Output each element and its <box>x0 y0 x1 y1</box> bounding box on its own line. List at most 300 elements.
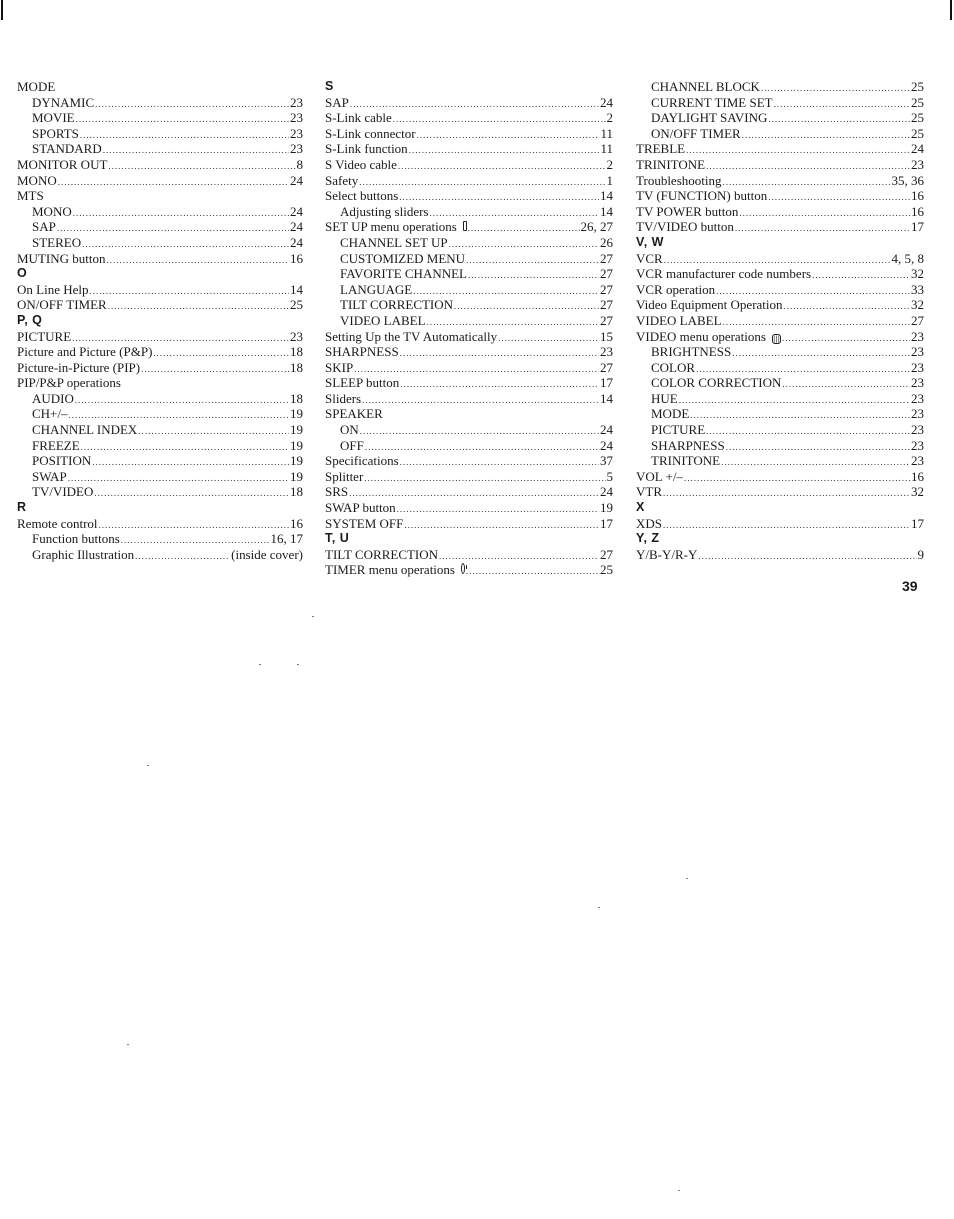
index-page-ref: 25 <box>911 110 924 126</box>
index-term: DAYLIGHT SAVING <box>651 110 768 126</box>
timer-menu-icon <box>461 563 465 574</box>
index-term: Picture and Picture (P&P) <box>17 344 153 360</box>
index-term: CHANNEL INDEX <box>32 422 138 438</box>
index-term: Picture-in-Picture (PIP) <box>17 359 141 375</box>
index-entry-picture-in-picture-pip <box>17 360 303 376</box>
index-entry-position <box>17 453 303 469</box>
index-term: Remote control <box>17 515 98 531</box>
index-page-ref: 24 <box>290 234 303 250</box>
index-entry-color-correction <box>636 375 924 391</box>
scan-edge-mark-left <box>1 0 3 20</box>
index-page-ref: 17 <box>600 515 613 531</box>
index-page-ref: 4, 5, 8 <box>891 250 924 266</box>
index-page-ref: 25 <box>911 125 924 141</box>
dot-leader <box>108 299 289 315</box>
dot-leader <box>76 112 289 128</box>
index-page-ref: 26 <box>600 234 613 250</box>
index-page-ref: 25 <box>290 297 303 313</box>
index-term: MONITOR OUT <box>17 156 108 172</box>
dot-leader <box>698 549 916 565</box>
index-page-ref: 1 <box>606 172 613 188</box>
index-term: TILT CORRECTION <box>325 546 439 562</box>
index-entry-sleep-button <box>325 375 613 391</box>
dot-leader <box>466 564 599 580</box>
dot-leader <box>99 518 289 534</box>
index-term: CUSTOMIZED MENU <box>340 250 466 266</box>
index-letter-heading: S <box>325 79 334 93</box>
index-term: Splitter <box>325 468 364 484</box>
scan-speck <box>297 664 299 665</box>
index-page-ref: 14 <box>600 203 613 219</box>
dot-leader <box>466 253 599 269</box>
index-term: SHARPNESS <box>325 344 399 360</box>
index-entry-current-time-set <box>636 95 924 111</box>
index-term: VCR manufacturer code numbers <box>636 266 812 282</box>
index-page-ref: 17 <box>600 375 613 391</box>
index-page-ref: 27 <box>600 297 613 313</box>
index-page-ref: 33 <box>911 281 924 297</box>
index-term: SLEEP button <box>325 375 400 391</box>
index-term: TRINITONE <box>636 156 706 172</box>
index-page-ref: 23 <box>911 406 924 422</box>
dot-leader <box>417 128 600 144</box>
index-term: VOL +/– <box>636 468 683 484</box>
dot-leader <box>663 486 910 502</box>
index-page-ref: 23 <box>911 453 924 469</box>
index-term: Graphic Illustration <box>32 546 135 562</box>
index-page-ref: 18 <box>290 484 303 500</box>
index-entry-channel-set-up <box>325 235 613 251</box>
dot-leader <box>399 190 599 206</box>
index-entry-pip-p-p-operations <box>17 375 303 391</box>
index-entry-dynamic <box>17 95 303 111</box>
dot-leader <box>774 97 910 113</box>
index-term: S-Link cable <box>325 110 392 126</box>
index-term: CHANNEL SET UP <box>340 234 448 250</box>
index-term: TILT CORRECTION <box>340 297 454 313</box>
dot-leader <box>362 393 599 409</box>
index-page-ref: 27 <box>600 266 613 282</box>
index-term: MONO <box>17 172 57 188</box>
index-page-ref: 19 <box>290 468 303 484</box>
index-entry-brightness <box>636 344 924 360</box>
index-page-ref: 23 <box>911 359 924 375</box>
dot-leader <box>768 112 910 128</box>
dot-leader <box>761 81 910 97</box>
index-page-ref: 24 <box>290 219 303 235</box>
index-term: MOVIE <box>32 110 75 126</box>
index-page-ref: (inside cover) <box>231 546 303 562</box>
index-term: POSITION <box>32 453 92 469</box>
index-entry-skip <box>325 360 613 376</box>
index-entry-mode <box>17 79 303 95</box>
index-entry-xds <box>636 516 924 532</box>
index-letter-heading: P, Q <box>17 312 43 327</box>
dot-leader <box>454 299 599 315</box>
index-entry-tv-video <box>17 484 303 500</box>
dot-leader <box>75 393 289 409</box>
index-entry-srs <box>325 484 613 500</box>
index-entry-movie <box>17 110 303 126</box>
index-column-2 <box>325 79 613 578</box>
index-entry-muting-button <box>17 251 303 267</box>
index-page-ref: 2 <box>606 156 613 172</box>
index-entry-timer-menu-operations <box>325 562 613 578</box>
index-term: CH+/– <box>32 406 68 422</box>
index-page-ref: 32 <box>911 266 924 282</box>
index-term: TREBLE <box>636 141 686 157</box>
index-page-ref: 16 <box>290 250 303 266</box>
dot-leader <box>108 159 295 175</box>
dot-leader <box>360 424 599 440</box>
index-term: SWAP <box>32 468 67 484</box>
scan-speck <box>686 878 688 879</box>
dot-leader <box>94 486 289 502</box>
dot-leader <box>400 377 599 393</box>
dot-leader <box>468 221 580 237</box>
index-entry-on-off-timer <box>17 297 303 313</box>
index-entry-tilt-correction <box>325 297 613 313</box>
dot-leader <box>742 128 910 144</box>
index-entry-splitter <box>325 469 613 485</box>
index-term: PICTURE <box>17 328 72 344</box>
index-entry-speaker <box>325 406 613 422</box>
index-page-ref: 23 <box>911 437 924 453</box>
dot-leader <box>400 346 599 362</box>
index-entry-swap <box>17 469 303 485</box>
index-term: FREEZE <box>32 437 80 453</box>
index-term: SPORTS <box>32 125 79 141</box>
index-entry-on-line-help <box>17 282 303 298</box>
dot-leader <box>439 549 599 565</box>
index-entry-swap-button <box>325 500 613 516</box>
index-letter-heading: O <box>17 266 28 281</box>
index-page-ref: 24 <box>600 422 613 438</box>
index-entry-adjusting-sliders <box>325 204 613 220</box>
index-page-ref: 16 <box>911 203 924 219</box>
index-term: SAP <box>32 219 56 235</box>
index-page-ref: 25 <box>600 562 613 578</box>
index-entry-sharpness <box>325 344 613 360</box>
dot-leader <box>732 346 910 362</box>
dot-leader <box>468 268 599 284</box>
dot-leader <box>404 518 599 534</box>
index-page-ref: 14 <box>600 390 613 406</box>
dot-leader <box>398 159 606 175</box>
index-entry-vcr-manufacturer-code-numbers <box>636 266 924 282</box>
index-term: Video Equipment Operation <box>636 297 783 313</box>
index-page-ref: 23 <box>290 328 303 344</box>
index-term: Setting Up the TV Automatically <box>325 328 498 344</box>
dot-leader <box>95 97 289 113</box>
index-term: VCR <box>636 250 663 266</box>
index-term: VIDEO menu operations <box>636 328 766 344</box>
index-term: TV/VIDEO <box>32 484 94 500</box>
dot-leader <box>686 143 910 159</box>
index-term: OFF <box>340 437 364 453</box>
dot-leader <box>721 455 910 471</box>
index-page-ref: 5 <box>606 468 613 484</box>
index-page-ref: 24 <box>911 141 924 157</box>
index-entry-on-off-timer <box>636 126 924 142</box>
index-term: SYSTEM OFF <box>325 515 404 531</box>
index-entry-hue <box>636 391 924 407</box>
dot-leader <box>106 253 289 269</box>
dot-leader <box>782 377 910 393</box>
dot-leader <box>498 331 599 347</box>
index-entry-mono <box>17 204 303 220</box>
index-entry-mts <box>17 188 303 204</box>
index-page-ref: 24 <box>290 172 303 188</box>
index-entry-troubleshooting <box>636 173 924 189</box>
index-term: TV POWER button <box>636 203 739 219</box>
dot-leader <box>449 237 599 253</box>
index-entry-freeze <box>17 438 303 454</box>
dot-leader <box>812 268 910 284</box>
index-page-ref: 23 <box>911 156 924 172</box>
index-entry-set-up-menu-operations <box>325 219 613 235</box>
index-term: ON <box>340 422 359 438</box>
index-entry-audio <box>17 391 303 407</box>
index-page-ref: 24 <box>600 94 613 110</box>
index-page-ref: 16 <box>911 188 924 204</box>
index-page-ref: 16 <box>290 515 303 531</box>
index-term: MTS <box>17 188 44 204</box>
index-term: Specifications <box>325 453 399 469</box>
dot-leader <box>365 440 599 456</box>
index-entry-remote-control <box>17 516 303 532</box>
dot-leader <box>706 159 910 175</box>
scan-speck <box>147 765 149 766</box>
index-entry-tv-power-button <box>636 204 924 220</box>
index-entry-system-off <box>325 516 613 532</box>
index-entry-graphic-illustration <box>17 547 303 563</box>
index-entry-off <box>325 438 613 454</box>
index-page-ref: 27 <box>600 250 613 266</box>
index-page-ref: 23 <box>911 328 924 344</box>
index-entry-select-buttons <box>325 188 613 204</box>
index-letter-heading: Y, Z <box>636 531 660 546</box>
index-term: TRINITONE <box>651 453 721 469</box>
index-term: SWAP button <box>325 500 396 516</box>
index-term: TIMER menu operations <box>325 562 455 578</box>
index-term: ON/OFF TIMER <box>651 125 741 141</box>
dot-leader <box>153 346 289 362</box>
index-term: FAVORITE CHANNEL <box>340 266 467 282</box>
dot-leader <box>81 440 289 456</box>
scan-speck <box>598 907 600 908</box>
dot-leader <box>706 424 910 440</box>
index-entry-vcr <box>636 251 924 267</box>
index-term: MODE <box>651 406 690 422</box>
scan-speck <box>678 1190 680 1191</box>
dot-leader <box>679 393 910 409</box>
dot-leader <box>141 362 289 378</box>
index-term: CHANNEL BLOCK <box>651 79 760 94</box>
index-page-ref: 9 <box>917 546 924 562</box>
scan-speck <box>127 1044 129 1045</box>
dot-leader <box>58 175 289 191</box>
dot-leader <box>73 206 289 222</box>
dot-leader <box>92 455 289 471</box>
index-page-ref: 16 <box>911 468 924 484</box>
index-entry-sliders <box>325 391 613 407</box>
index-entry-trinitone <box>636 157 924 173</box>
index-entry-monitor-out <box>17 157 303 173</box>
index-term: S-Link connector <box>325 125 416 141</box>
dot-leader <box>400 455 599 471</box>
index-entry-function-buttons <box>17 531 303 547</box>
index-term: Adjusting sliders <box>340 203 429 219</box>
index-page-ref: 24 <box>290 203 303 219</box>
index-column-3 <box>636 79 924 562</box>
index-term: COLOR CORRECTION <box>651 375 782 391</box>
index-entry-video-label <box>325 313 613 329</box>
dot-leader <box>135 549 230 565</box>
index-entry-video-menu-operations <box>636 329 924 345</box>
dot-leader <box>397 502 599 518</box>
index-entry-tilt-correction <box>325 547 613 563</box>
index-page-ref: 19 <box>290 422 303 438</box>
index-page-ref: 26, 27 <box>580 219 613 235</box>
index-letter-heading: X <box>636 500 645 515</box>
index-term: Troubleshooting <box>636 172 722 188</box>
index-entry-language <box>325 282 613 298</box>
index-term: SHARPNESS <box>651 437 725 453</box>
index-term: PIP/P&P operations <box>17 375 121 391</box>
index-term: STEREO <box>32 234 82 250</box>
index-entry-picture <box>636 422 924 438</box>
index-page-ref: 19 <box>290 437 303 453</box>
index-entry-tv-function-button <box>636 188 924 204</box>
index-page-ref: 23 <box>290 141 303 157</box>
index-entry-sap <box>17 219 303 235</box>
index-entry-customized-menu <box>325 251 613 267</box>
index-entry-daylight-saving <box>636 110 924 126</box>
index-term: COLOR <box>651 359 696 375</box>
video-menu-icon: ||| <box>772 334 781 343</box>
index-page-ref: 23 <box>911 375 924 391</box>
index-entry-sharpness <box>636 438 924 454</box>
index-entry-setting-up-the-tv-automatically <box>325 329 613 345</box>
index-term: MONO <box>32 203 72 219</box>
dot-leader <box>768 190 910 206</box>
index-page-ref: 24 <box>600 484 613 500</box>
index-page-ref: 18 <box>290 390 303 406</box>
index-entry-on <box>325 422 613 438</box>
index-page-ref: 17 <box>911 219 924 235</box>
index-term: TV (FUNCTION) button <box>636 188 768 204</box>
index-entry-stereo <box>17 235 303 251</box>
index-page-ref: 27 <box>600 359 613 375</box>
index-term: Select buttons <box>325 188 399 204</box>
index-entry-specifications <box>325 453 613 469</box>
dot-leader <box>82 237 289 253</box>
index-term: BRIGHTNESS <box>651 344 732 360</box>
index-page-ref: 27 <box>911 312 924 328</box>
index-page-ref: 18 <box>290 359 303 375</box>
index-term: Y/B-Y/R-Y <box>636 546 698 562</box>
index-entry-sap <box>325 95 613 111</box>
index-page-ref: 35, 36 <box>891 172 924 188</box>
index-entry-video-equipment-operation <box>636 297 924 313</box>
index-page-ref: 23 <box>290 94 303 110</box>
index-entry-picture-and-picture-p-p <box>17 344 303 360</box>
index-entry-vtr <box>636 484 924 500</box>
page-number: 39 <box>902 578 918 594</box>
dot-leader <box>735 221 910 237</box>
dot-leader <box>68 471 289 487</box>
index-page-ref: 23 <box>290 110 303 126</box>
index-term: SKIP <box>325 359 354 375</box>
index-page-ref: 32 <box>911 484 924 500</box>
index-entry-sports <box>17 126 303 142</box>
index-page-ref: 16, 17 <box>270 531 303 547</box>
index-page-ref: 23 <box>911 344 924 360</box>
index-page-ref: 2 <box>606 110 613 126</box>
dot-leader <box>690 408 910 424</box>
index-entry-vcr-operation <box>636 282 924 298</box>
index-page-ref: 32 <box>911 297 924 313</box>
index-entry-mono <box>17 173 303 189</box>
index-page-ref: 18 <box>290 344 303 360</box>
dot-leader <box>393 112 606 128</box>
index-term: SAP <box>325 94 349 110</box>
dot-leader <box>684 471 910 487</box>
index-entry-favorite-channel <box>325 266 613 282</box>
index-term: VTR <box>636 484 662 500</box>
index-term: ON/OFF TIMER <box>17 297 107 313</box>
scan-edge-mark-right <box>950 0 952 20</box>
index-page-ref: 25 <box>911 94 924 110</box>
index-entry-tv-video-button <box>636 219 924 235</box>
index-letter-heading: R <box>17 500 27 515</box>
index-entry-safety <box>325 173 613 189</box>
index-term: On Line Help <box>17 281 89 297</box>
index-page-ref: 8 <box>296 156 303 172</box>
index-term: STANDARD <box>32 141 102 157</box>
index-entry-color <box>636 360 924 376</box>
dot-leader <box>138 424 289 440</box>
index-page-ref: 27 <box>600 312 613 328</box>
index-page-ref: 23 <box>600 344 613 360</box>
dot-leader <box>739 206 910 222</box>
index-term: AUDIO <box>32 390 74 406</box>
index-letter-heading: V, W <box>636 234 664 249</box>
index-page-ref: 15 <box>600 328 613 344</box>
dot-leader <box>409 143 600 159</box>
index-term: DYNAMIC <box>32 94 95 110</box>
index-page-ref: 19 <box>290 406 303 422</box>
index-entry-ch <box>17 406 303 422</box>
index-entry-y-b-y-r-y <box>636 547 924 563</box>
index-page-ref: 24 <box>600 437 613 453</box>
index-term: TV/VIDEO button <box>636 219 734 235</box>
index-term: MUTING button <box>17 250 106 266</box>
index-entry-s-video-cable <box>325 157 613 173</box>
dot-leader <box>663 518 910 534</box>
index-page-ref: 27 <box>600 281 613 297</box>
dot-leader <box>57 221 289 237</box>
dot-leader <box>784 299 910 315</box>
index-term: CURRENT TIME SET <box>651 94 773 110</box>
index-term: VCR operation <box>636 281 716 297</box>
index-term: LANGUAGE <box>340 281 413 297</box>
index-entry-s-link-connector <box>325 126 613 142</box>
index-page-ref: 23 <box>290 125 303 141</box>
index-entry-s-link-cable <box>325 110 613 126</box>
index-entry-channel-block <box>636 79 924 95</box>
